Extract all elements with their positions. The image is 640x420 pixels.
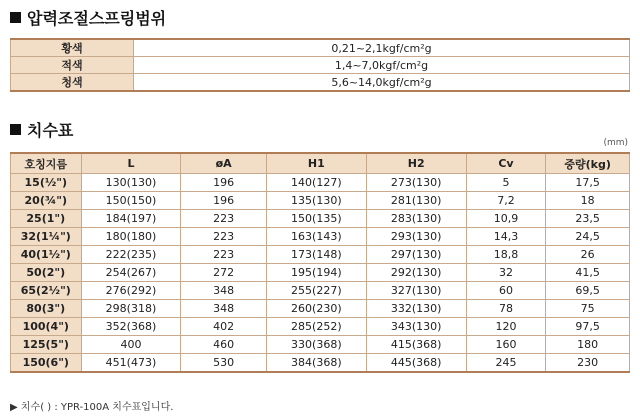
table-cell: 14,3 <box>466 228 546 246</box>
section-title-text: 치수표 <box>27 121 74 140</box>
table-cell: 26 <box>546 246 630 264</box>
table-cell: 196 <box>181 174 267 192</box>
nominal-size-cell: 80(3") <box>11 300 82 318</box>
column-header: Cv <box>466 153 546 174</box>
pressure-range-cell: 0,21~2,1kgf/cm²g <box>134 39 630 57</box>
table-cell: 135(130) <box>266 192 366 210</box>
table-cell: 260(230) <box>266 300 366 318</box>
table-cell: 276(292) <box>81 282 181 300</box>
nominal-size-cell: 32(1¼") <box>11 228 82 246</box>
table-cell: 5 <box>466 174 546 192</box>
table-cell: 352(368) <box>81 318 181 336</box>
table-cell: 415(368) <box>366 336 466 354</box>
table-row <box>11 264 630 282</box>
table-cell: 255(227) <box>266 282 366 300</box>
table-cell: 23,5 <box>546 210 630 228</box>
table-cell: 10,9 <box>466 210 546 228</box>
table-cell: 163(143) <box>266 228 366 246</box>
table-cell: 140(127) <box>266 174 366 192</box>
table-cell: 32 <box>466 264 546 282</box>
table-cell: 130(130) <box>81 174 181 192</box>
table-cell: 60 <box>466 282 546 300</box>
column-header: H2 <box>366 153 466 174</box>
table-cell: 18,8 <box>466 246 546 264</box>
spring-color-cell: 적색 <box>11 57 134 74</box>
nominal-size-cell: 15(½") <box>11 174 82 192</box>
table-cell: 24,5 <box>546 228 630 246</box>
table-row <box>11 39 630 57</box>
table-cell: 245 <box>466 354 546 373</box>
table-cell: 223 <box>181 246 267 264</box>
nominal-size-cell: 40(1½") <box>11 246 82 264</box>
table-cell: 332(130) <box>366 300 466 318</box>
table-cell: 69,5 <box>546 282 630 300</box>
table-cell: 298(318) <box>81 300 181 318</box>
table-cell: 400 <box>81 336 181 354</box>
pressure-range-cell: 1,4~7,0kgf/cm²g <box>134 57 630 74</box>
table-cell: 530 <box>181 354 267 373</box>
nominal-size-cell: 50(2") <box>11 264 82 282</box>
section-title-text: 압력조절스프링범위 <box>27 9 167 28</box>
table-cell: 384(368) <box>266 354 366 373</box>
table-row <box>11 318 630 336</box>
table-cell: 230 <box>546 354 630 373</box>
table-cell: 451(473) <box>81 354 181 373</box>
table-cell: 348 <box>181 300 267 318</box>
table-cell: 460 <box>181 336 267 354</box>
table-cell: 445(368) <box>366 354 466 373</box>
table-cell: 184(197) <box>81 210 181 228</box>
table-cell: 330(368) <box>266 336 366 354</box>
table-row <box>11 354 630 373</box>
table-row <box>11 246 630 264</box>
table-cell: 285(252) <box>266 318 366 336</box>
table-cell: 173(148) <box>266 246 366 264</box>
table-cell: 292(130) <box>366 264 466 282</box>
table-cell: 293(130) <box>366 228 466 246</box>
table-cell: 97,5 <box>546 318 630 336</box>
nominal-size-cell: 25(1") <box>11 210 82 228</box>
section-title-spring-range <box>10 6 166 29</box>
table-row <box>11 192 630 210</box>
table-row <box>11 174 630 192</box>
table-cell: 196 <box>181 192 267 210</box>
table-cell: 17,5 <box>546 174 630 192</box>
table-cell: 223 <box>181 228 267 246</box>
square-bullet-icon <box>10 12 21 23</box>
table-cell: 273(130) <box>366 174 466 192</box>
table-cell: 150(150) <box>81 192 181 210</box>
table-cell: 160 <box>466 336 546 354</box>
table-cell: 272 <box>181 264 267 282</box>
dimension-table <box>10 152 630 373</box>
table-cell: 402 <box>181 318 267 336</box>
unit-note: (mm) <box>603 138 628 148</box>
table-cell: 254(267) <box>81 264 181 282</box>
spring-color-cell: 청색 <box>11 74 134 92</box>
column-header: 중량(kg) <box>546 153 630 174</box>
section-title-dimensions <box>10 118 73 141</box>
table-cell: 7,2 <box>466 192 546 210</box>
table-cell: 78 <box>466 300 546 318</box>
column-header: øA <box>181 153 267 174</box>
table-cell: 283(130) <box>366 210 466 228</box>
column-header: L <box>81 153 181 174</box>
table-cell: 180 <box>546 336 630 354</box>
table-cell: 41,5 <box>546 264 630 282</box>
table-row <box>11 210 630 228</box>
table-cell: 297(130) <box>366 246 466 264</box>
spring-range-table <box>10 38 630 92</box>
table-row <box>11 228 630 246</box>
table-cell: 195(194) <box>266 264 366 282</box>
table-row <box>11 336 630 354</box>
spring-color-cell: 황색 <box>11 39 134 57</box>
table-cell: 348 <box>181 282 267 300</box>
nominal-size-cell: 20(¾") <box>11 192 82 210</box>
square-bullet-icon <box>10 124 21 135</box>
table-row <box>11 74 630 92</box>
table-cell: 120 <box>466 318 546 336</box>
table-cell: 222(235) <box>81 246 181 264</box>
table-cell: 343(130) <box>366 318 466 336</box>
nominal-size-cell: 100(4") <box>11 318 82 336</box>
table-row <box>11 57 630 74</box>
table-cell: 180(180) <box>81 228 181 246</box>
table-cell: 75 <box>546 300 630 318</box>
table-cell: 18 <box>546 192 630 210</box>
footnote: ▶ 치수( ) : YPR-100A 치수표입니다. <box>10 402 174 413</box>
table-row <box>11 282 630 300</box>
table-header-row <box>11 153 630 174</box>
table-cell: 223 <box>181 210 267 228</box>
column-header: 호칭지름 <box>11 153 82 174</box>
table-cell: 150(135) <box>266 210 366 228</box>
table-cell: 327(130) <box>366 282 466 300</box>
nominal-size-cell: 65(2½") <box>11 282 82 300</box>
nominal-size-cell: 125(5") <box>11 336 82 354</box>
pressure-range-cell: 5,6~14,0kgf/cm²g <box>134 74 630 92</box>
table-cell: 281(130) <box>366 192 466 210</box>
table-row <box>11 300 630 318</box>
column-header: H1 <box>266 153 366 174</box>
nominal-size-cell: 150(6") <box>11 354 82 373</box>
